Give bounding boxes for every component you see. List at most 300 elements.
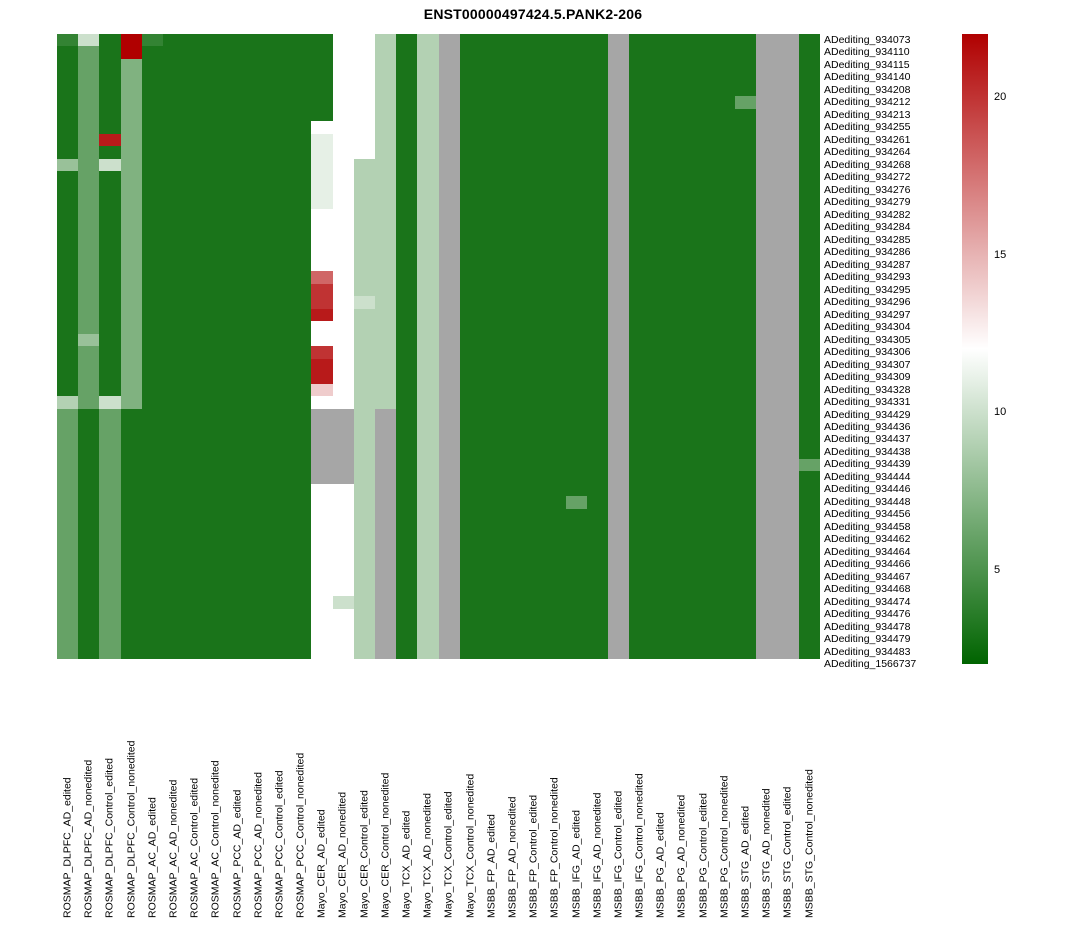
heatmap-cell: [650, 621, 671, 633]
heatmap-cell: [566, 71, 587, 83]
heatmap-cell: [756, 109, 777, 121]
heatmap-cell: [375, 134, 396, 147]
heatmap-cell: [227, 159, 248, 172]
row-label: ADediting_934307: [824, 358, 911, 371]
heatmap-cell: [544, 346, 565, 358]
row-label: ADediting_934208: [824, 83, 911, 96]
heatmap-cell: [396, 634, 417, 647]
row-label: ADediting_934328: [824, 383, 911, 396]
heatmap-cell: [460, 284, 481, 296]
heatmap-cell: [396, 396, 417, 409]
heatmap-cell: [735, 259, 756, 272]
heatmap-cell: [205, 334, 226, 347]
heatmap-cell: [608, 384, 629, 396]
heatmap-cell: [587, 371, 608, 383]
heatmap-cell: [205, 496, 226, 509]
heatmap-cell: [650, 59, 671, 72]
heatmap-cell: [99, 271, 120, 283]
heatmap-cell: [99, 246, 120, 258]
heatmap-cell: [57, 546, 78, 558]
heatmap-cell: [78, 421, 99, 433]
heatmap-cell: [481, 159, 502, 172]
heatmap-cell: [184, 259, 205, 272]
heatmap-cell: [227, 634, 248, 647]
heatmap-cell: [142, 196, 163, 209]
heatmap-cell: [629, 84, 650, 96]
row-label: ADediting_934437: [824, 433, 911, 446]
heatmap-cell: [333, 396, 354, 409]
heatmap-cell: [163, 396, 184, 409]
heatmap-cell: [121, 246, 142, 258]
heatmap-cell: [587, 134, 608, 147]
heatmap-cell: [756, 334, 777, 347]
heatmap-cell: [460, 571, 481, 583]
heatmap-cell: [78, 609, 99, 621]
heatmap-cell: [544, 446, 565, 458]
heatmap-cell: [650, 234, 671, 247]
heatmap-cell: [227, 384, 248, 396]
heatmap-cell: [672, 159, 693, 172]
heatmap-cell: [163, 221, 184, 233]
heatmap-cell: [735, 371, 756, 383]
heatmap-cell: [184, 359, 205, 372]
row-label: ADediting_934429: [824, 408, 911, 421]
heatmap-cell: [269, 271, 290, 283]
heatmap-cell: [672, 459, 693, 472]
heatmap-cell: [566, 109, 587, 121]
heatmap-cell: [248, 284, 269, 296]
heatmap-cell: [78, 184, 99, 196]
heatmap-cell: [57, 334, 78, 347]
heatmap-cell: [248, 271, 269, 283]
heatmap-cell: [523, 384, 544, 396]
heatmap-cell: [269, 296, 290, 309]
heatmap-cell: [756, 34, 777, 46]
heatmap-cell: [163, 71, 184, 83]
heatmap-cell: [544, 496, 565, 509]
heatmap-cell: [354, 309, 375, 321]
heatmap-cell: [354, 71, 375, 83]
heatmap-cell: [333, 621, 354, 633]
heatmap-cell: [608, 446, 629, 458]
heatmap-cell: [269, 571, 290, 583]
heatmap-cell: [650, 434, 671, 447]
heatmap-cell: [523, 284, 544, 296]
heatmap-cell: [57, 171, 78, 183]
heatmap-cell: [756, 546, 777, 558]
heatmap-cell: [205, 521, 226, 533]
heatmap-cell: [375, 634, 396, 647]
heatmap-cell: [544, 584, 565, 596]
heatmap-cell: [354, 571, 375, 583]
column-label: Mayo_CER_Control_edited: [357, 790, 370, 918]
heatmap-cell: [354, 96, 375, 109]
heatmap-cell: [714, 59, 735, 72]
heatmap-cell: [672, 171, 693, 183]
heatmap-cell: [205, 109, 226, 121]
heatmap-cell: [354, 484, 375, 496]
heatmap-cell: [57, 246, 78, 258]
heatmap-cell: [290, 184, 311, 196]
heatmap-cell: [311, 209, 332, 221]
heatmap-cell: [269, 621, 290, 633]
heatmap-cell: [248, 459, 269, 472]
heatmap-cell: [184, 584, 205, 596]
heatmap-cell: [184, 196, 205, 209]
heatmap-cell: [693, 296, 714, 309]
heatmap-cell: [184, 521, 205, 533]
heatmap-cell: [650, 471, 671, 483]
heatmap-cell: [714, 284, 735, 296]
heatmap-cell: [523, 546, 544, 558]
heatmap-cell: [311, 384, 332, 396]
heatmap-cell: [672, 409, 693, 421]
heatmap-cell: [99, 34, 120, 46]
heatmap-cell: [227, 621, 248, 633]
heatmap-cell: [756, 584, 777, 596]
heatmap-cell: [629, 271, 650, 283]
heatmap-cell: [566, 409, 587, 421]
heatmap-cell: [163, 321, 184, 333]
heatmap-cell: [375, 334, 396, 347]
heatmap-cell: [269, 246, 290, 258]
heatmap-cell: [650, 184, 671, 196]
heatmap-cell: [481, 84, 502, 96]
heatmap-cell: [799, 446, 820, 458]
heatmap-cell: [163, 459, 184, 472]
heatmap-cell: [99, 46, 120, 58]
heatmap-cell: [57, 634, 78, 647]
heatmap-cell: [375, 184, 396, 196]
heatmap-cell: [290, 421, 311, 433]
heatmap-cell: [121, 121, 142, 133]
heatmap-cell: [714, 146, 735, 158]
heatmap-cell: [142, 159, 163, 172]
heatmap-cell: [523, 459, 544, 472]
heatmap-cell: [439, 309, 460, 321]
heatmap-cell: [608, 334, 629, 347]
heatmap-cell: [78, 171, 99, 183]
heatmap-cell: [502, 334, 523, 347]
heatmap-cell: [650, 571, 671, 583]
row-label: ADediting_934073: [824, 33, 911, 46]
heatmap-cell: [756, 609, 777, 621]
heatmap-cell: [735, 34, 756, 46]
heatmap-cell: [799, 296, 820, 309]
heatmap-cell: [78, 59, 99, 72]
heatmap-cell: [163, 59, 184, 72]
heatmap-cell: [417, 259, 438, 272]
heatmap-cell: [417, 196, 438, 209]
heatmap-cell: [566, 484, 587, 496]
heatmap-cell: [460, 259, 481, 272]
heatmap-cell: [481, 346, 502, 358]
heatmap-cell: [629, 96, 650, 109]
heatmap-cell: [311, 571, 332, 583]
heatmap-cell: [333, 646, 354, 658]
heatmap-cell: [523, 171, 544, 183]
heatmap-cell: [290, 396, 311, 409]
row-label: ADediting_934261: [824, 133, 911, 146]
heatmap-cell: [417, 246, 438, 258]
heatmap-cell: [778, 571, 799, 583]
heatmap-cell: [333, 209, 354, 221]
heatmap-cell: [417, 471, 438, 483]
heatmap-cell: [799, 84, 820, 96]
heatmap-cell: [248, 596, 269, 609]
heatmap-cell: [227, 396, 248, 409]
heatmap-cell: [205, 534, 226, 547]
heatmap-cell: [799, 434, 820, 447]
heatmap-cell: [629, 296, 650, 309]
heatmap-cell: [608, 71, 629, 83]
heatmap-cell: [544, 59, 565, 72]
column-label: MSBB_FP_AD_nonedited: [506, 796, 519, 918]
heatmap-cell: [163, 584, 184, 596]
heatmap-cell: [693, 196, 714, 209]
heatmap-cell: [693, 596, 714, 609]
heatmap-cell: [502, 234, 523, 247]
heatmap-cell: [163, 421, 184, 433]
heatmap-cell: [205, 184, 226, 196]
heatmap-cell: [205, 384, 226, 396]
heatmap-cell: [756, 159, 777, 172]
heatmap-cell: [375, 621, 396, 633]
heatmap-cell: [227, 509, 248, 521]
heatmap-cell: [778, 84, 799, 96]
heatmap-cell: [269, 209, 290, 221]
heatmap-cell: [481, 71, 502, 83]
heatmap-cell: [778, 646, 799, 658]
heatmap-cell: [205, 196, 226, 209]
heatmap-cell: [756, 46, 777, 58]
heatmap-cell: [460, 559, 481, 572]
heatmap-cell: [269, 184, 290, 196]
heatmap-cell: [163, 359, 184, 372]
heatmap-cell: [587, 446, 608, 458]
heatmap-cell: [756, 446, 777, 458]
heatmap-cell: [523, 334, 544, 347]
heatmap-cell: [417, 396, 438, 409]
heatmap-cell: [121, 321, 142, 333]
heatmap-cell: [799, 584, 820, 596]
heatmap-cell: [735, 596, 756, 609]
heatmap-cell: [544, 546, 565, 558]
heatmap-cell: [587, 521, 608, 533]
heatmap-cell: [672, 209, 693, 221]
heatmap-cell: [778, 34, 799, 46]
heatmap-cell: [417, 271, 438, 283]
heatmap-cell: [269, 496, 290, 509]
heatmap-cell: [227, 571, 248, 583]
heatmap-cell: [693, 584, 714, 596]
heatmap-cell: [57, 71, 78, 83]
heatmap-cell: [227, 284, 248, 296]
heatmap-cell: [566, 346, 587, 358]
heatmap-cell: [650, 459, 671, 472]
heatmap-cell: [396, 334, 417, 347]
row-label: ADediting_934444: [824, 470, 911, 483]
heatmap-cell: [544, 634, 565, 647]
heatmap-cell: [269, 609, 290, 621]
heatmap-cell: [184, 134, 205, 147]
heatmap-cell: [566, 334, 587, 347]
heatmap-cell: [693, 134, 714, 147]
heatmap-cell: [290, 109, 311, 121]
heatmap-cell: [121, 609, 142, 621]
heatmap-cell: [354, 609, 375, 621]
heatmap-cell: [311, 334, 332, 347]
heatmap-cell: [121, 409, 142, 421]
heatmap-cell: [587, 234, 608, 247]
heatmap-cell: [417, 584, 438, 596]
heatmap-cell: [608, 159, 629, 172]
heatmap-cell: [311, 584, 332, 596]
heatmap-cell: [756, 509, 777, 521]
heatmap-cell: [99, 309, 120, 321]
heatmap-cell: [205, 646, 226, 658]
heatmap-cell: [333, 384, 354, 396]
heatmap-cell: [566, 359, 587, 372]
heatmap-cell: [629, 646, 650, 658]
column-label: MSBB_PG_AD_edited: [654, 812, 667, 918]
heatmap-cell: [142, 34, 163, 46]
heatmap-cell: [672, 259, 693, 272]
heatmap-cell: [375, 384, 396, 396]
heatmap-cell: [629, 384, 650, 396]
heatmap-cell: [78, 134, 99, 147]
heatmap-cell: [799, 534, 820, 547]
heatmap-cell: [248, 71, 269, 83]
heatmap-cell: [523, 346, 544, 358]
heatmap-cell: [99, 534, 120, 547]
heatmap-cell: [544, 409, 565, 421]
heatmap-cell: [502, 84, 523, 96]
heatmap-cell: [99, 521, 120, 533]
heatmap-cell: [672, 84, 693, 96]
heatmap-cell: [714, 259, 735, 272]
heatmap-cell: [375, 359, 396, 372]
heatmap-cell: [333, 509, 354, 521]
heatmap-cell: [375, 571, 396, 583]
heatmap-cell: [502, 596, 523, 609]
heatmap-cell: [290, 59, 311, 72]
heatmap-cell: [756, 521, 777, 533]
heatmap-cell: [227, 521, 248, 533]
heatmap-cell: [778, 559, 799, 572]
heatmap-cell: [587, 646, 608, 658]
heatmap-cell: [248, 534, 269, 547]
heatmap-cell: [227, 434, 248, 447]
heatmap-cell: [778, 521, 799, 533]
heatmap-cell: [735, 134, 756, 147]
heatmap-cell: [650, 309, 671, 321]
heatmap-cell: [375, 484, 396, 496]
heatmap-grid: [57, 34, 820, 671]
heatmap-cell: [205, 584, 226, 596]
heatmap-cell: [99, 96, 120, 109]
heatmap-cell: [184, 59, 205, 72]
heatmap-cell: [502, 584, 523, 596]
heatmap-cell: [184, 596, 205, 609]
heatmap-cell: [248, 146, 269, 158]
heatmap-cell: [333, 34, 354, 46]
heatmap-cell: [778, 146, 799, 158]
heatmap-cell: [205, 146, 226, 158]
heatmap-cell: [57, 259, 78, 272]
heatmap-cell: [672, 609, 693, 621]
heatmap-cell: [672, 646, 693, 658]
heatmap-cell: [714, 221, 735, 233]
heatmap-cell: [311, 34, 332, 46]
heatmap-cell: [650, 34, 671, 46]
heatmap-cell: [99, 584, 120, 596]
heatmap-cell: [417, 621, 438, 633]
heatmap-cell: [248, 434, 269, 447]
heatmap-cell: [227, 534, 248, 547]
heatmap-cell: [205, 96, 226, 109]
heatmap-cell: [460, 359, 481, 372]
heatmap-cell: [799, 309, 820, 321]
heatmap-cell: [99, 221, 120, 233]
heatmap-cell: [311, 146, 332, 158]
heatmap-cell: [227, 409, 248, 421]
heatmap-cell: [799, 159, 820, 172]
heatmap-cell: [375, 309, 396, 321]
heatmap-cell: [629, 159, 650, 172]
heatmap-cell: [629, 596, 650, 609]
heatmap-cell: [78, 621, 99, 633]
heatmap-cell: [184, 471, 205, 483]
row-label: ADediting_934264: [824, 146, 911, 159]
heatmap-cell: [121, 209, 142, 221]
heatmap-cell: [333, 609, 354, 621]
heatmap-cell: [799, 171, 820, 183]
heatmap-cell: [693, 59, 714, 72]
heatmap-cell: [778, 196, 799, 209]
heatmap-cell: [587, 184, 608, 196]
heatmap-cell: [523, 121, 544, 133]
heatmap-cell: [714, 171, 735, 183]
heatmap-cell: [375, 84, 396, 96]
heatmap-cell: [650, 334, 671, 347]
heatmap-cell: [354, 634, 375, 647]
heatmap-cell: [587, 459, 608, 472]
heatmap-cell: [396, 284, 417, 296]
heatmap-cell: [333, 321, 354, 333]
heatmap-cell: [587, 359, 608, 372]
heatmap-cell: [799, 71, 820, 83]
heatmap-cell: [629, 446, 650, 458]
heatmap-cell: [778, 496, 799, 509]
heatmap-cell: [78, 84, 99, 96]
heatmap-cell: [290, 546, 311, 558]
heatmap-cell: [142, 296, 163, 309]
heatmap-cell: [78, 46, 99, 58]
heatmap-cell: [57, 509, 78, 521]
heatmap-cell: [163, 284, 184, 296]
heatmap-cell: [142, 146, 163, 158]
heatmap-cell: [184, 484, 205, 496]
heatmap-cell: [396, 371, 417, 383]
heatmap-cell: [121, 134, 142, 147]
heatmap-cell: [650, 484, 671, 496]
heatmap-cell: [778, 346, 799, 358]
heatmap-cell: [333, 159, 354, 172]
heatmap-cell: [184, 284, 205, 296]
heatmap-cell: [57, 371, 78, 383]
heatmap-cell: [78, 121, 99, 133]
